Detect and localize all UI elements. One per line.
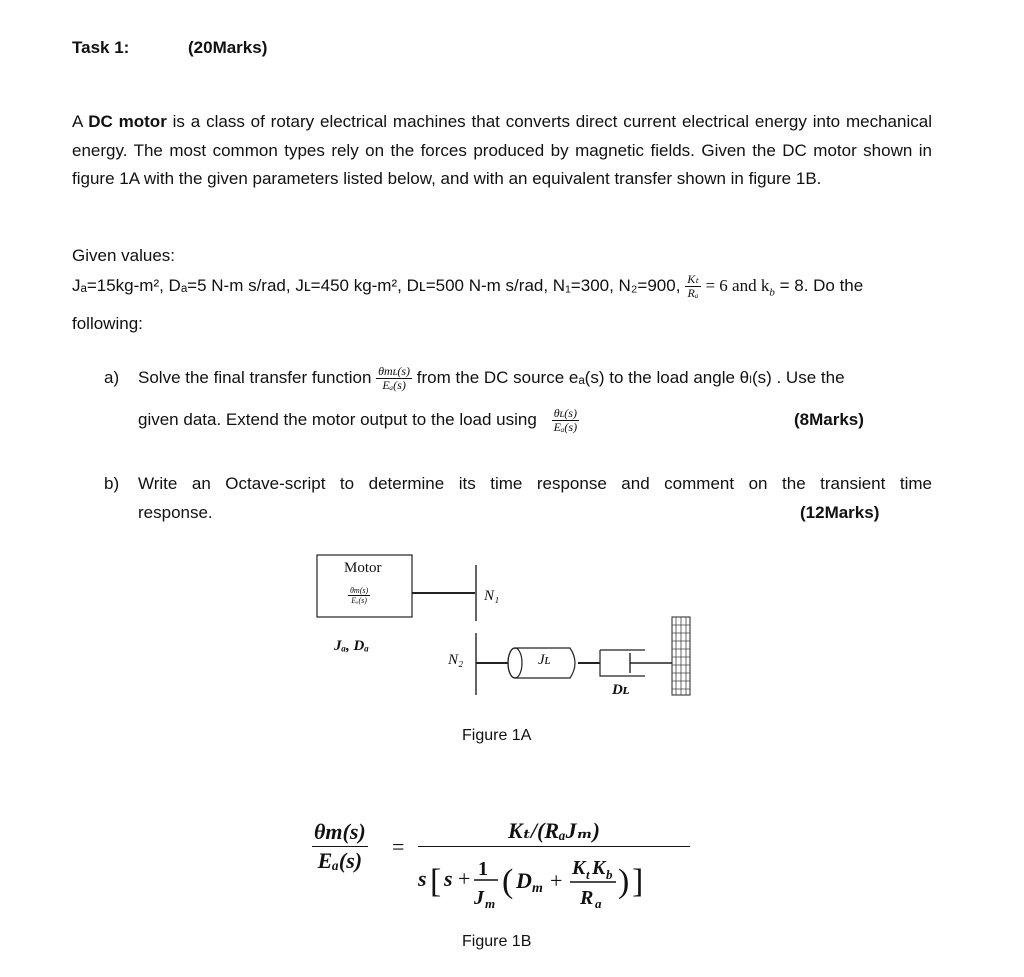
tf2-fraction [552,407,580,434]
jl-label: Jʟ [538,652,551,668]
lhs-num: θm(s) [312,818,368,847]
ja-da-label: Jₐ, Dₐ [334,638,369,654]
svg-text:]: ] [632,863,644,900]
motor-tf [348,586,370,605]
part-a-text3: given data. Extend the motor output to the load using [138,410,537,429]
svg-text:R: R [580,887,594,909]
part-a-line1 [138,364,845,392]
given-following: following: [72,314,143,333]
motor-tf-num: θm(s) [350,586,369,595]
motor-tf-den: Eₐ(s) [351,596,367,605]
figure-1a-caption: Figure 1A [462,727,532,744]
kt-ra-den: Rₐ [687,286,699,301]
svg-text:s: s [444,866,453,891]
part-a-marks: (8Marks) [794,410,864,429]
given-heading: Given values: [72,246,175,265]
rhs-fraction-bar [418,816,690,847]
intro-rest: is a class of rotary electrical machines that converts direct current electrical energy into mechanical energy. The most common types rely on the forces produced by magnetic fields. Given the DC motor shown in figure 1A with the given parameters listed below, and with an equivalent transfer shown in figure 1B. [72,112,932,188]
tf1-num: θmʟ(s) [378,364,411,379]
rhs-denominator [414,850,699,910]
motor-label: Motor [344,560,382,576]
dl-label: Dʟ [612,682,630,698]
part-b-label: b) [104,474,120,493]
svg-text:+: + [458,866,471,891]
svg-text:m: m [532,881,543,896]
figure-1b-caption: Figure 1B [462,933,532,950]
part-a-line2 [138,406,579,434]
task-marks: (20Marks) [188,38,268,57]
given-ratio-eq: = 6 and k [705,276,770,295]
kt-ra-num: Kₜ [687,272,699,287]
lhs-fraction [312,818,368,875]
tf1-den: Eₐ(s) [382,378,406,393]
svg-text:(: ( [502,863,514,900]
svg-text:t: t [586,867,590,882]
svg-text:D: D [516,868,532,893]
tf2-num: θʟ(s) [552,407,580,421]
svg-text:J: J [474,887,484,909]
svg-text:1: 1 [478,858,488,880]
intro-lead: A [72,112,89,131]
given-kb-eq: = 8. Do the [774,276,864,295]
lhs-den: Eₐ(s) [317,848,363,873]
kb-sub: b [769,286,775,299]
given-params-line [72,272,863,306]
svg-text:m: m [485,896,496,910]
given-params: Jₐ=15kg-m², Dₐ=5 N-m s/rad, Jʟ=450 kg-m², Dʟ=500 N-m s/rad, N₁=300, N₂=900, [72,276,681,295]
svg-text:b: b [606,867,613,882]
tf1-fraction [376,365,412,392]
intro-bold-term: DC motor [88,112,167,131]
n2-label: N₂ [448,652,464,668]
tf2-den: Eₐ(s) [553,420,578,435]
part-b-text1: Write an Octave-script to determine its time response and comment on the transient time [138,474,932,493]
part-b-text2: response. [138,503,213,522]
svg-text:): ) [618,863,630,900]
svg-text:[: [ [430,863,442,900]
svg-text:K: K [592,857,606,879]
n1-label: N₁ [484,588,500,604]
svg-text:a: a [595,896,602,910]
equals-sign: = [392,834,405,859]
part-b-marks: (12Marks) [800,503,880,522]
motor-tf-fraction [348,586,370,605]
intro-paragraph [72,108,932,194]
svg-text:K: K [572,857,586,879]
figure-1b-equation [312,818,368,875]
part-a-label: a) [104,368,120,387]
kt-ra-fraction [685,273,701,300]
svg-text:+: + [550,868,563,893]
svg-text:s: s [418,866,427,891]
part-a-text2: from the DC source eₐ(s) to the load angle θₗ(s) . Use the [416,368,845,387]
part-a-text1: Solve the final transfer function [138,368,372,387]
rhs-num: Kₜ/(RₐJₘ) [508,818,600,843]
task-title: Task 1: [72,38,130,57]
